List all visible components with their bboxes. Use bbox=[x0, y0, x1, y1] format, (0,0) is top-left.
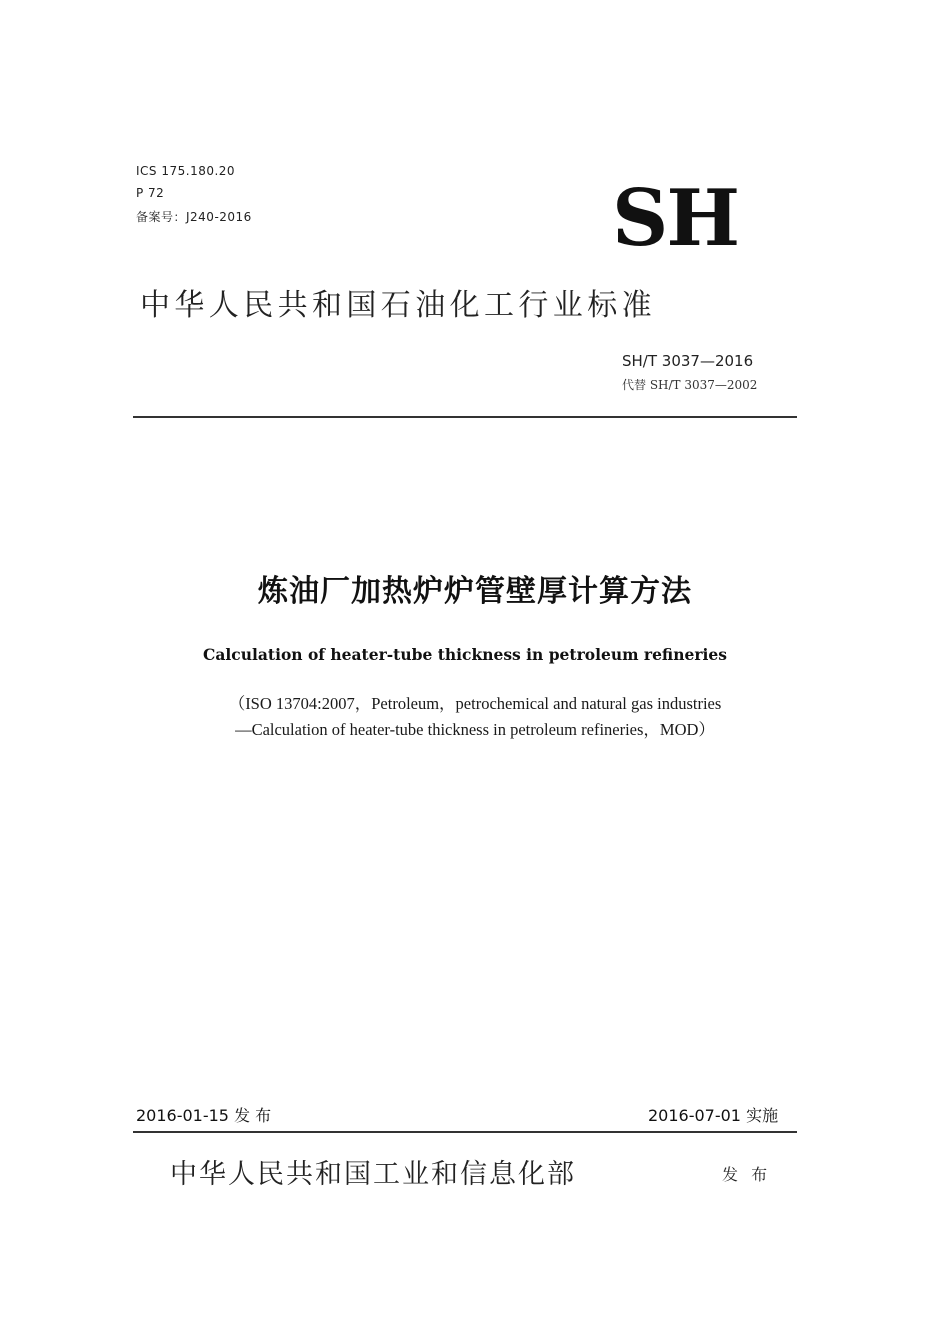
implement-date: 2016-07-01 实施 bbox=[648, 1106, 779, 1125]
ics-code: ICS 175.180.20 bbox=[136, 164, 236, 178]
classification-code: P 72 bbox=[136, 186, 165, 200]
iso-reference-line-2: —Calculation of heater-tube thickness in petroleum refineries，MOD） bbox=[235, 720, 715, 739]
top-divider bbox=[133, 416, 797, 418]
issue-action: 发 布 bbox=[722, 1165, 772, 1184]
iso-reference-line-1: （ISO 13704:2007，Petroleum，petrochemical and natural gas industries bbox=[228, 694, 722, 713]
bottom-divider bbox=[133, 1131, 797, 1133]
issuing-authority: 中华人民共和国工业和信息化部 bbox=[170, 1159, 576, 1190]
replaced-standard: 代替 SH/T 3037—2002 bbox=[622, 378, 758, 392]
industry-standard-heading: 中华人民共和国石油化工行业标准 bbox=[140, 288, 656, 323]
record-number: 备案号：J240-2016 bbox=[136, 210, 252, 224]
sh-logo: SH bbox=[612, 173, 739, 264]
document-title-english: Calculation of heater-tube thickness in petroleum refineries bbox=[203, 645, 727, 664]
publish-date: 2016-01-15 发 布 bbox=[136, 1106, 272, 1125]
document-title-chinese: 炼油厂加热炉炉管壁厚计算方法 bbox=[258, 574, 692, 609]
standard-number: SH/T 3037—2016 bbox=[622, 352, 754, 370]
